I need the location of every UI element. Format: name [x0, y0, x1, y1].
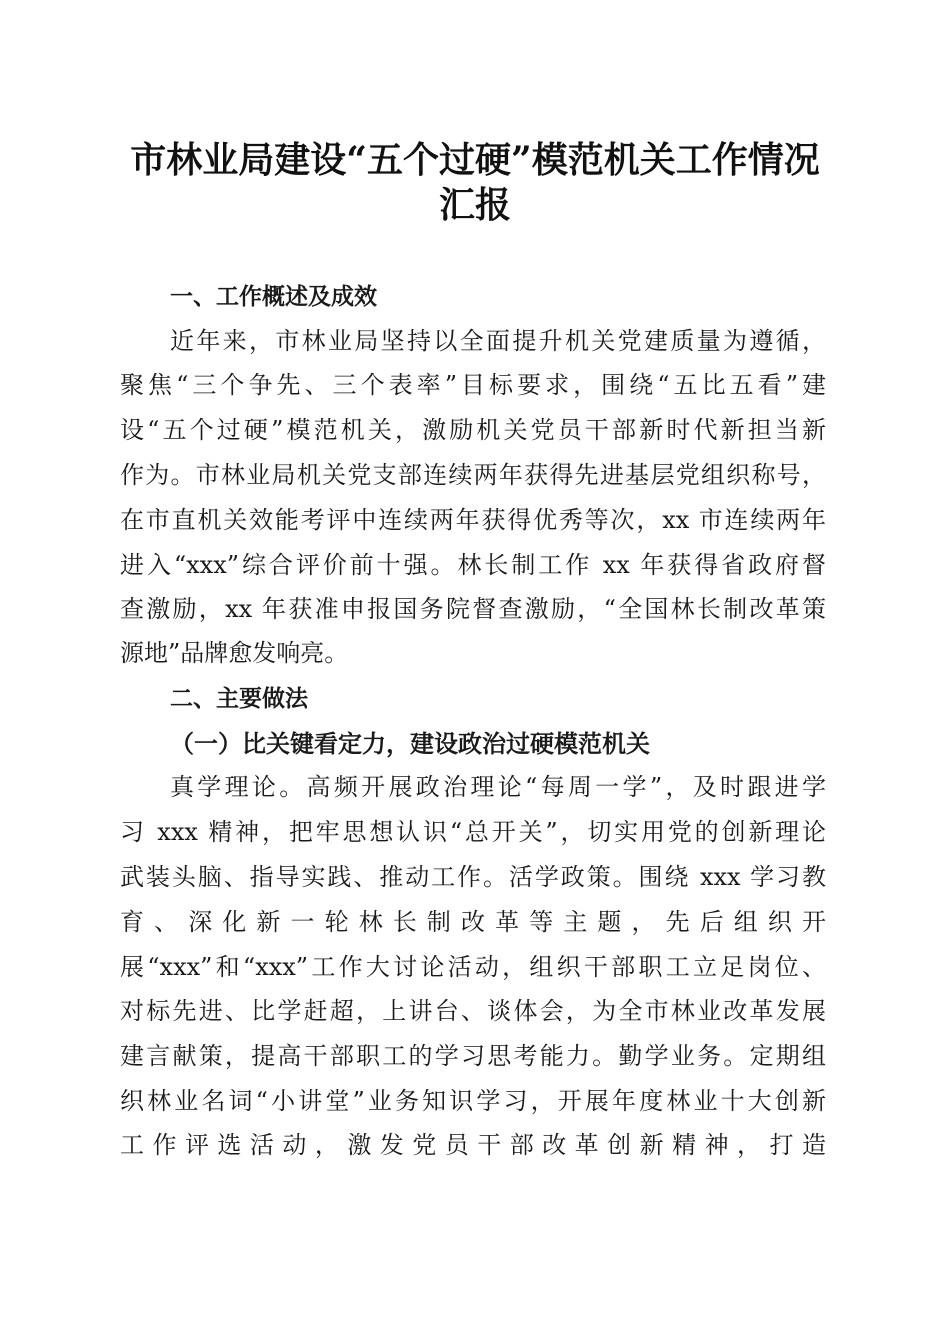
document-title-line-2: 汇报: [438, 184, 511, 226]
paragraph-line: 进入“xxx”综合评价前十强。林长制工作 xx 年获得省政府督: [120, 551, 826, 579]
paragraph-line: 设“五个过硬”模范机关，激励机关党员干部新时代新担当新: [120, 416, 826, 444]
paragraph-line: 武装头脑、指导实践、推动工作。活学政策。围绕 xxx 学习教: [120, 863, 826, 891]
paragraph-line: 织林业名词“小讲堂”业务知识学习，开展年度林业十大创新: [120, 1087, 826, 1115]
paragraph-line: 聚焦“三个争先、三个表率”目标要求，围绕“五比五看”建: [120, 371, 826, 399]
paragraph-line: 近年来，市林业局坚持以全面提升机关党建质量为遵循，: [170, 327, 826, 355]
paragraph-line: 在市直机关效能考评中连续两年获得优秀等次，xx 市连续两年: [120, 506, 826, 534]
paragraph-line: 作为。市林业局机关党支部连续两年获得先进基层党组织称号，: [120, 461, 826, 489]
section-heading-1: 一、工作概述及成效: [170, 284, 377, 310]
paragraph-line: 习 xxx 精神，把牢思想认识“总开关”，切实用党的创新理论: [120, 818, 826, 846]
paragraph-line: 源地”品牌愈发响亮。: [120, 639, 349, 667]
paragraph-line: 展“xxx”和“xxx”工作大讨论活动，组织干部职工立足岗位、: [120, 953, 826, 981]
paragraph-line: 对标先进、比学赶超，上讲台、谈体会，为全市林业改革发展: [120, 997, 826, 1025]
paragraph-line: 查激励，xx 年获准申报国务院督查激励，“全国林长制改革策: [120, 595, 826, 623]
paragraph-line: 工作评选活动，激发党员干部改革创新精神，打造: [120, 1131, 826, 1159]
paragraph-line: 育、深化新一轮林长制改革等主题，先后组织开: [120, 908, 826, 936]
paragraph-line: 建言献策，提高干部职工的学习思考能力。勤学业务。定期组: [120, 1042, 826, 1070]
document-title-line-1: 市林业局建设“五个过硬”模范机关工作情况: [130, 139, 820, 181]
subsection-heading-1: （一）比关键看定力，建设政治过硬模范机关: [170, 729, 650, 758]
paragraph-line: 真学理论。高频开展政治理论“每周一学”，及时跟进学: [170, 773, 826, 801]
section-heading-2: 二、主要做法: [170, 686, 308, 712]
